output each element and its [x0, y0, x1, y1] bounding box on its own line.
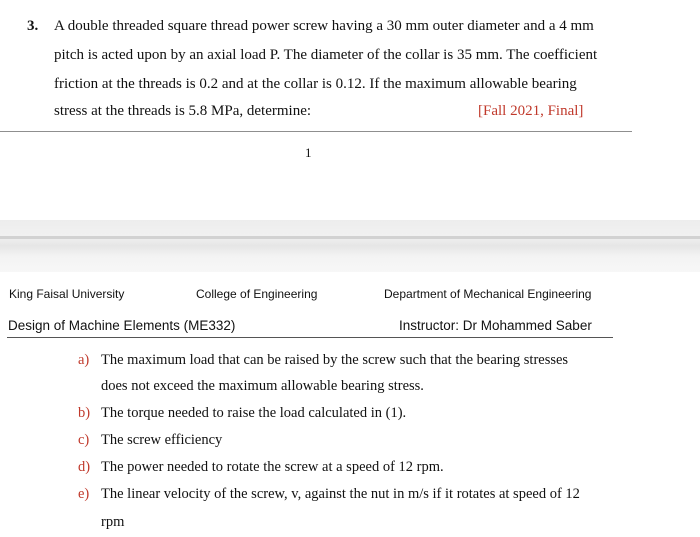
header-instructor: Instructor: Dr Mohammed Saber [399, 318, 592, 333]
question-line-1: A double threaded square thread power screw having a 30 mm outer diameter and a 4 mm [54, 18, 594, 34]
item-a-line-1: The maximum load that can be raised by the screw such that the bearing stresses [101, 352, 569, 368]
exam-reference: [Fall 2021, Final] [478, 103, 584, 119]
item-c-label: c) [78, 432, 90, 448]
question-line-2: pitch is acted upon by an axial load P. The diameter of the collar is 35 mm. The coefficient [54, 47, 598, 63]
question-line-4: stress at the threads is 5.8 MPa, determine: [54, 103, 312, 119]
page-gap-line [0, 236, 700, 239]
header-college: College of Engineering [196, 287, 318, 301]
header-department: Department of Mechanical Engineering [384, 287, 592, 301]
item-a-line-2: does not exceed the maximum allowable bearing stress. [101, 378, 424, 394]
page-gap [0, 220, 700, 272]
header-course: Design of Machine Elements (ME332) [8, 318, 236, 333]
item-d-line-1: The power needed to rotate the screw at a speed of 12 rpm. [101, 459, 444, 475]
question-line-3: friction at the threads is 0.2 and at the collar is 0.12. If the maximum allowable bearing [54, 76, 577, 92]
page-2 [0, 272, 700, 537]
item-e-label: e) [78, 486, 90, 502]
page-1 [0, 0, 700, 220]
header-divider [7, 337, 613, 338]
item-b-label: b) [78, 405, 91, 421]
item-b-line-1: The torque needed to raise the load calculated in (1). [101, 405, 407, 421]
item-e-line-2: rpm [101, 514, 125, 530]
item-d-label: d) [78, 459, 91, 475]
item-c-line-1: The screw efficiency [101, 432, 223, 448]
header-university: King Faisal University [9, 287, 125, 301]
divider [0, 131, 632, 132]
item-a-label: a) [78, 352, 90, 368]
page-number: 1 [305, 145, 312, 160]
question-number: 3. [27, 18, 39, 34]
item-e-line-1: The linear velocity of the screw, v, against the nut in m/s if it rotates at speed of 12 [101, 486, 580, 502]
